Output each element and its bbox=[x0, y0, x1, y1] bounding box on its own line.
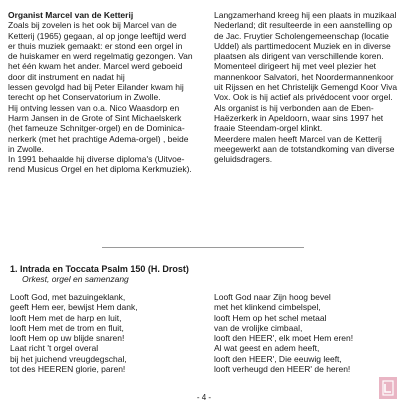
verse-right-column bbox=[214, 292, 400, 374]
verse-line: geeft Hem eer, bewijst Hem dank, bbox=[10, 302, 138, 313]
biography-title: Organist Marcel van de Ketterij bbox=[8, 10, 134, 20]
text-line: Momenteel dirigeert hij met veel plezier het bbox=[214, 61, 377, 72]
text-line: uit Rijssen en het Christelijk Gemengd Koor Viva bbox=[214, 82, 398, 93]
text-line: Haëzerkerk in Apeldoorn, waar sins 1997 het bbox=[214, 112, 384, 123]
verse-line: van de vrolijke cimbaal, bbox=[214, 322, 303, 333]
text-line: Nederland; dit resulteerde in een aanstelling op bbox=[214, 20, 393, 31]
biography-right-column bbox=[214, 10, 400, 164]
text-line: door dit instrument en nadat hij bbox=[8, 71, 125, 82]
verse-line: Al wat geest en adem heeft, bbox=[214, 343, 320, 354]
text-line: Vox. Ook is hij actief als privédocent voor orgel. bbox=[214, 92, 393, 103]
text-line: Zoals bij zovelen is het ook bij Marcel van de bbox=[8, 20, 177, 31]
text-line: Langzamerhand kreeg hij een plaats in muzikaal bbox=[214, 10, 397, 20]
text-line: mannenkoor Salvatori, het Noordermannenkoor bbox=[214, 71, 394, 82]
verse-line: looft Hem met de trom en fluit, bbox=[10, 322, 124, 333]
text-line: Hij ontving lessen van o.a. Nico Waasdorp en bbox=[8, 102, 180, 113]
verse-line: met het klinkend cimbelspel, bbox=[214, 302, 321, 313]
verse-line: looft den HEER', Die eeuwig leeft, bbox=[214, 353, 342, 364]
text-line: terecht op het Conservatorium in Zwolle. bbox=[8, 92, 161, 103]
text-line: Meerdere malen heeft Marcel van de Ketterij bbox=[214, 133, 382, 144]
text-line: In 1991 behaalde hij diverse diploma's (Uitvoe- bbox=[8, 154, 185, 165]
logo-mark-icon bbox=[382, 380, 394, 396]
text-line: lessen gevolgd had bij Peter Eilander kwam hij bbox=[8, 82, 184, 93]
track-heading bbox=[10, 264, 390, 285]
text-line: plaatsen als dirigent van verschillende koren. bbox=[214, 51, 384, 62]
track-subtitle: Orkest, orgel en samenzang bbox=[22, 274, 129, 285]
verse-line: Looft God naar Zijn hoog bevel bbox=[214, 292, 331, 302]
verse-line: looft Hem op uw blijde snaren! bbox=[10, 333, 125, 344]
verse-line: Looft God, met bazuingeklank, bbox=[10, 292, 126, 302]
text-line: de huiskamer en werd regelmatig gezongen. Van bbox=[8, 51, 193, 62]
page-number: - 4 - bbox=[196, 393, 212, 402]
verse-line: looft den HEER', elk moet Hem eren! bbox=[214, 333, 354, 344]
biography-left-column bbox=[8, 10, 204, 175]
publisher-logo-icon bbox=[379, 377, 397, 399]
text-line: Uddel) als parttimedocent Muziek en in diverse bbox=[214, 40, 391, 51]
verse-line: Laat richt 't orgel overal bbox=[10, 343, 99, 354]
text-line: Als organist is hij verbonden aan de Eben- bbox=[214, 102, 374, 113]
verse-line: tot des HEEREN glorie, paren! bbox=[10, 364, 126, 375]
text-line: nerkerk (met het prachtige Adema-orgel) , beide bbox=[8, 133, 189, 144]
verse-line: looft Hem met de harp en luit, bbox=[10, 312, 122, 323]
text-line: rend Musicus Orgel en het diploma Kerkmuziek). bbox=[8, 164, 192, 175]
verse-left-column bbox=[10, 292, 206, 374]
text-line: geluidsdragers. bbox=[214, 154, 273, 165]
text-line: Harm Jansen in de Grote of Sint Michaelskerk bbox=[8, 112, 182, 123]
text-line: Ketterij (1965) gegaan, al op jonge leeftijd werd bbox=[8, 30, 187, 41]
track-title: 1. Intrada en Toccata Psalm 150 (H. Drost) bbox=[10, 264, 189, 274]
text-line: in Zwolle. bbox=[8, 143, 44, 154]
verse-line: looft verheugd den HEER' de heren! bbox=[214, 364, 351, 375]
text-line: (het fameuze Schnitger-orgel) en de Dominica- bbox=[8, 123, 185, 134]
text-line: meegewerkt aan de totstandkoming van diverse bbox=[214, 143, 395, 154]
text-line: fraaie Steendam-orgel klinkt. bbox=[214, 123, 323, 134]
text-line: de Jac. Fruytier Scholengemeenschap (locatie bbox=[214, 30, 389, 41]
text-line: het één kwam het ander. Marcel werd geboeid bbox=[8, 61, 183, 72]
verse-line: bij het juichend vreugdegschal, bbox=[10, 353, 127, 364]
section-divider bbox=[102, 247, 304, 248]
text-line: er thuis muziek gemaakt: er stond een orgel in bbox=[8, 40, 183, 51]
biography-left-text bbox=[8, 20, 204, 174]
verse-line: looft Hem op het schel metaal bbox=[214, 312, 327, 323]
